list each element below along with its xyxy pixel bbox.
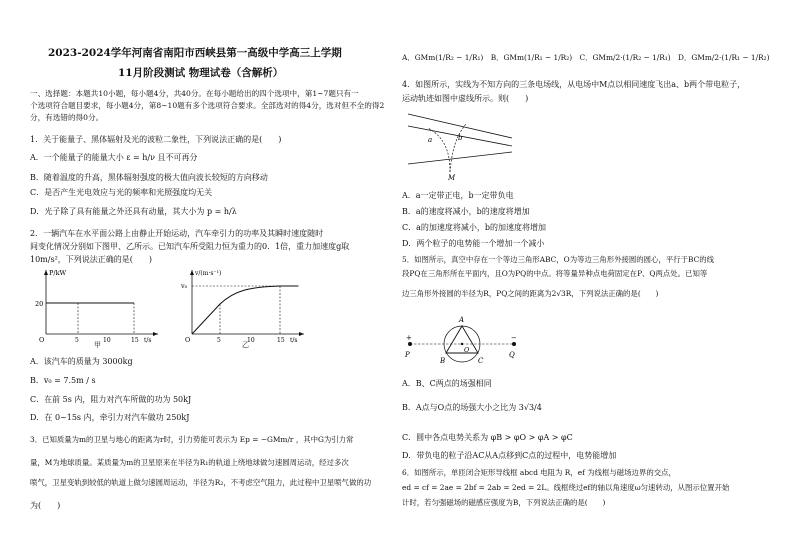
q4-field-line-diagram (406, 106, 516, 182)
q2-fig-b-xlabel: t/s (290, 337, 298, 344)
q2-fig-a-xtick-10: 10 (103, 337, 111, 344)
q2-fig-a-xtick-5: 5 (75, 337, 79, 344)
q1-option-c: C．是否产生光电效应与光的频率和光照强度均无关 (30, 188, 213, 197)
q2-fig-a-origin: O (39, 336, 45, 344)
q5-stem-line-2: 段PQ在三角形所在平面内，且O为PQ的中点。将等量异种点电荷固定在P、Q两点处。已知等 (402, 269, 708, 278)
q3-stem-line-4: 为( ) (30, 501, 61, 510)
q4-stem-line-1: 4．如图所示，实线为不知方向的三条电场线，从电场中M点以相同速度飞出a、b两个带电粒子， (402, 80, 746, 89)
q2-fig-a-xtick-15: 15 (131, 337, 139, 344)
q2-fig-b-ylabel: v/(m·s⁻¹) (195, 270, 222, 277)
q1-stem: 1．关于能量子、黑体辐射及光的波粒二象性，下列说法正确的是( ) (30, 135, 282, 144)
q2-fig-a-xlabel: t/s (144, 337, 152, 344)
q6-stem-line-2: ed = cf = 2ae = 2bf = 2ab = 2ed = 2L。线框绕过ef的轴以角速度ω匀速转动，从图示位置开始 (402, 483, 730, 492)
q5-option-b: B．A点与O点的场强大小之比为 3√3/4 (402, 403, 542, 412)
title-line-2: 11月阶段测试 物理试卷（含解析） (118, 67, 284, 79)
q3-stem-line-2: 量，M为地球质量。某质量为m的卫星原来在半径为R₁的轨道上绕地球做匀速圆周运动，经过多次 (30, 458, 349, 467)
instructions-line-2: 个选项符合题目要求，每小题4分，第8~10题有多个选项符合要求。全部选对的得4分，选对但不全的得2 (30, 101, 385, 110)
q5-stem-line-1: 5．如图所示，真空中存在一个等边三角形ABC，O为等边三角形外接圆的圆心，平行于BC的线 (402, 255, 715, 264)
q5-option-a: A．B、C两点的场强相同 (402, 379, 492, 388)
q2-fig-b-xtick-5: 5 (217, 337, 221, 344)
q5-label-c: C (478, 357, 484, 365)
q5-stem-line-3: 边三角形外接圆的半径为R，PQ之间的距离为2√3R，下列说法正确的是( ) (402, 289, 659, 298)
q2-option-b: B．v₀ = 7.5m / s (30, 376, 96, 385)
q6-stem-line-1: 6．如图所示，单匝闭合矩形导线框 abcd 电阻为 R，ef 为线框与磁场边界的交点， (402, 468, 676, 477)
q2-figure-velocity-time (180, 266, 310, 344)
q5-label-plus: + (406, 334, 412, 342)
q5-label-b: B (440, 357, 446, 365)
q2-option-d: D．在 0~15s 内，牵引力对汽车做功 250kJ (30, 413, 190, 422)
q5-label-q: Q (509, 351, 515, 359)
q4-label-b: b (458, 134, 463, 142)
q3-stem-line-3: 喷气，卫星变轨到较低的轨道上做匀速圆周运动，半径为R₂，不考虑空气阻力，此过程中卫星喷气做的功 (30, 478, 372, 487)
q2-fig-a-ytick: 20 (35, 300, 44, 308)
q5-label-o: O (464, 346, 470, 354)
q3-options: A．GMm(1/R₂ − 1/R₁) B．GMm(1/R₁ − 1/R₂) C．GMm/2·(1/R₂ − 1/R₁) D．GMm/2·(1/R₁ − 1/R₂) (402, 53, 770, 62)
q2-stem-line-3: 10m/s²，下列说法正确的是( ) (30, 255, 153, 264)
instructions-line-1: 一、选择题：本题共10小题，每小题4分，共40分。在每小题给出的四个选项中，第1~7题只有一 (30, 89, 359, 98)
q1-option-d: D．光子除了具有能量之外还具有动量，其大小为 p = h/λ (30, 207, 237, 216)
q4-option-b: B．a的速度将减小，b的速度将增加 (402, 207, 530, 216)
q4-option-d: D．两个粒子的电势能一个增加一个减小 (402, 239, 545, 248)
q3-stem-line-1: 3．已知质量为m的卫星与地心的距离为r时，引力势能可表示为 Ep = −GMm/r ，其中G为引力常 (30, 435, 354, 444)
q2-fig-a-caption: 甲 (94, 341, 101, 349)
q5-option-d: D．带负电的粒子沿AC从A点移到C点的过程中，电势能增加 (402, 451, 617, 460)
q2-fig-b-caption: 乙 (242, 341, 249, 349)
q6-stem-line-3: 计时，若匀强磁场的磁感应强度为B，下列说法正确的是( ) (402, 498, 606, 507)
q2-fig-b-origin: O (185, 336, 191, 344)
q2-fig-b-xtick-10: 10 (247, 337, 255, 344)
q5-option-c: C．圆中各点电势关系为 φB > φO > φA > φC (402, 433, 573, 442)
q2-fig-b-ytick: v₀ (181, 282, 188, 290)
q5-triangle-diagram (402, 302, 522, 370)
q2-stem-line-2: 间变化情况分别如下图甲、乙所示。已知汽车所受阻力恒为重力的0．1倍，重力加速度g取 (30, 242, 350, 251)
q4-label-m: M (448, 174, 456, 182)
q2-fig-b-xtick-15: 15 (277, 337, 285, 344)
q2-figure-power-time (34, 266, 164, 344)
title-line-1: 2023-2024学年河南省南阳市西峡县第一高级中学高三上学期 (48, 47, 342, 59)
instructions-line-3: 分，有选错的得0分。 (30, 113, 104, 122)
q2-option-a: A．该汽车的质量为 3000kg (30, 357, 133, 366)
q5-label-a: A (459, 316, 465, 324)
q1-option-b: B．随着温度的升高，黑体辐射强度的极大值向波长较短的方向移动 (30, 173, 268, 182)
q2-fig-a-ylabel: P/kW (49, 269, 67, 277)
q4-label-a: a (428, 136, 433, 144)
q4-stem-line-2: 运动轨迹如图中虚线所示。则( ) (402, 94, 529, 103)
q1-option-a: A．一个能量子的能量大小 ε = h/ν 且不可再分 (30, 153, 198, 162)
q5-label-p: P (405, 351, 410, 359)
q2-option-c: C．在前 5s 内，阻力对汽车所做的功为 50kJ (30, 395, 192, 404)
q2-stem-line-1: 2．一辆汽车在水平面公路上由静止开始运动，汽车牵引力的功率及其瞬时速度随时 (30, 229, 324, 238)
q4-option-c: C．a的加速度将减小，b的加速度将增加 (402, 223, 547, 232)
q4-option-a: A．a一定带正电，b一定带负电 (402, 191, 514, 200)
q5-label-minus: − (511, 334, 517, 342)
